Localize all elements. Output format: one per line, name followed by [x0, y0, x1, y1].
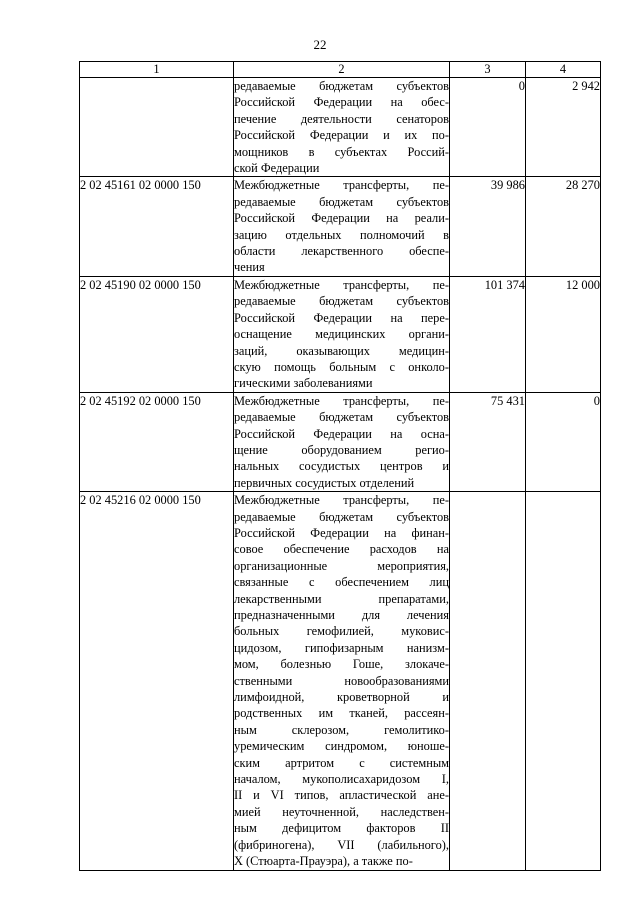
description-line: ским артритом с системным — [234, 755, 449, 770]
description-line: связанные с обеспечением лиц — [234, 575, 449, 590]
description-cell — [234, 276, 450, 392]
amount-col3-cell: 75 431 — [450, 392, 526, 491]
description-line: предназначенными для лечения — [234, 608, 449, 622]
amount-col4-cell: 12 000 — [526, 276, 601, 392]
amount-col3-cell: 0 — [450, 78, 526, 177]
budget-code-cell — [80, 78, 234, 177]
table-header — [80, 62, 601, 78]
budget-code-cell: 2 02 45161 02 0000 150 — [80, 177, 234, 276]
description-line: области лекарственного обеспе- — [234, 244, 449, 259]
description-cell — [234, 492, 450, 870]
description-line: Межбюджетные трансферты, пе- — [234, 277, 449, 292]
description-line: нальных сосудистых центров и — [234, 459, 449, 474]
description-line: Межбюджетные трансферты, пе- — [234, 178, 449, 193]
description-line: ской Федерации — [234, 161, 320, 176]
description-line: X (Стюарта-Прауэра), а также по- — [234, 854, 413, 869]
amount-col4-cell — [526, 492, 601, 870]
amount-col4-cell: 28 270 — [526, 177, 601, 276]
description-line: (фибриногена), VII (лабильного), — [234, 837, 449, 852]
description-line: заций, оказывающих медицин- — [234, 343, 449, 358]
table-row — [80, 177, 601, 276]
description-line: ным склерозом, гемолитико- — [234, 722, 449, 737]
table-row — [80, 78, 601, 177]
description-line: Российской Федерации и их по- — [234, 128, 449, 143]
description-line: ственными новообразованиями — [234, 673, 449, 688]
description-line: редаваемые бюджетам субъектов — [234, 509, 449, 524]
column-header-4: 4 — [526, 62, 601, 78]
description-line: больных гемофилией, муковис- — [234, 624, 449, 639]
description-line: Российской Федерации на реали- — [234, 211, 449, 226]
amount-col4-cell: 2 942 — [526, 78, 601, 177]
amount-col3-cell: 101 374 — [450, 276, 526, 392]
table-row — [80, 492, 601, 870]
column-header-1: 1 — [80, 62, 234, 78]
description-line: зацию отдельных полномочий в — [234, 227, 449, 242]
description-line: оснащение медицинских органи- — [234, 327, 449, 342]
table-body — [80, 78, 601, 871]
description-line: редаваемые бюджетам субъектов — [234, 410, 449, 425]
description-line: мом, болезнью Гоше, злокаче- — [234, 657, 449, 672]
description-line: чения — [234, 260, 265, 275]
description-line: скую помощь больным с онколо- — [234, 359, 449, 374]
description-cell — [234, 78, 450, 177]
description-line: печение деятельности сенаторов — [234, 111, 449, 126]
description-line: щение оборудованием регио- — [234, 442, 449, 457]
description-line: лимфоидной, кроветворной и — [234, 690, 449, 705]
description-line: уремическим синдромом, юноше- — [234, 739, 449, 754]
page-number: 22 — [313, 37, 327, 52]
description-line: Межбюджетные трансферты, пе- — [234, 493, 449, 508]
description-line: мощников в субъектах Россий- — [234, 144, 449, 159]
budget-table — [79, 61, 601, 871]
description-line: ным дефицитом факторов II — [234, 821, 449, 836]
column-header-2: 2 — [234, 62, 450, 78]
description-line: Российской Федерации на осна- — [234, 426, 449, 441]
amount-col4-cell: 0 — [526, 392, 601, 491]
table-row — [80, 392, 601, 491]
description-line: редаваемые бюджетам субъектов — [234, 294, 449, 309]
description-line: совое обеспечение расходов на — [234, 542, 449, 557]
budget-code-cell: 2 02 45190 02 0000 150 — [80, 276, 234, 392]
description-line: Российской Федерации на обес- — [234, 95, 449, 110]
description-line: Российской Федерации на пере- — [234, 310, 449, 325]
amount-col3-cell: 39 986 — [450, 177, 526, 276]
description-line: Межбюджетные трансферты, пе- — [234, 393, 449, 408]
description-cell — [234, 392, 450, 491]
amount-col3-cell — [450, 492, 526, 870]
description-line: организационные мероприятия, — [234, 558, 449, 573]
budget-code-cell: 2 02 45192 02 0000 150 — [80, 392, 234, 491]
description-line: началом, мукополисахаридозом I, — [234, 772, 449, 787]
budget-code-cell: 2 02 45216 02 0000 150 — [80, 492, 234, 870]
description-line: мией неуточненной, наследствен- — [234, 804, 449, 819]
description-line: первичных сосудистых отделений — [234, 475, 415, 490]
description-cell — [234, 177, 450, 276]
description-line: цидозом, гипофизарным нанизм- — [234, 640, 449, 655]
description-line: родственных им тканей, рассеян- — [234, 706, 449, 721]
header-row — [80, 62, 601, 78]
description-line: редаваемые бюджетам субъектов — [234, 79, 449, 93]
table-row — [80, 276, 601, 392]
description-line: редаваемые бюджетам субъектов — [234, 194, 449, 209]
column-header-3: 3 — [450, 62, 526, 78]
description-line: гическими заболеваниями — [234, 376, 373, 391]
description-line: лекарственными препаратами, — [234, 591, 449, 606]
description-line: Российской Федерации на финан- — [234, 525, 449, 540]
description-line: II и VI типов, апластической ане- — [234, 788, 449, 803]
